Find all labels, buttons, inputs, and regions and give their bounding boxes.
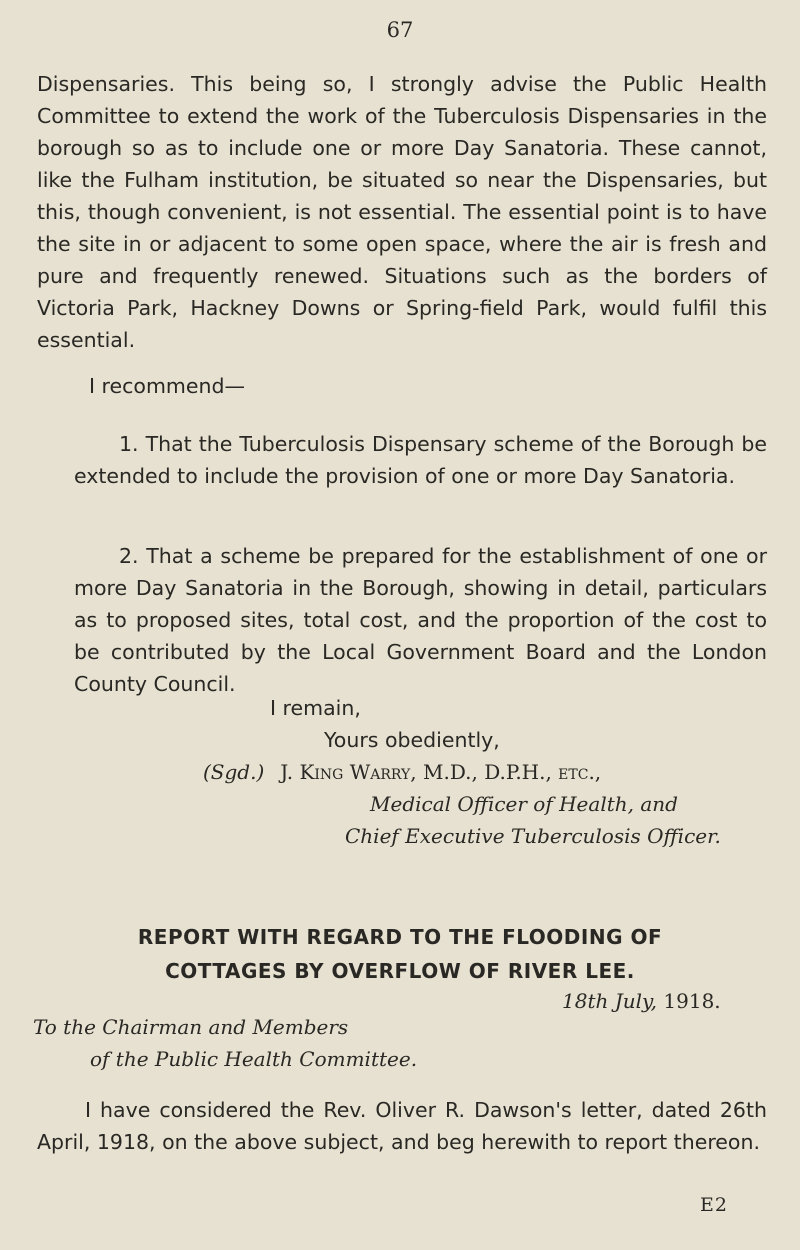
recommend-intro: I recommend— <box>89 374 246 398</box>
report-body: I have considered the Rev. Oliver R. Dawson's letter, dated 26th April, 1918, on the above subject, and beg herewith to report thereon. <box>37 1098 767 1154</box>
report-date-day: 18th July, <box>562 989 658 1013</box>
signed-marker: (Sgd.) <box>203 760 265 784</box>
closing-yours: Yours obediently, <box>324 728 500 752</box>
report-heading-line-1: REPORT WITH REGARD TO THE FLOODING OF <box>137 925 663 949</box>
signature-mark: E2 <box>700 1194 728 1216</box>
closing-remain: I remain, <box>270 696 361 720</box>
signatory-title-1: Medical Officer of Health, and <box>370 792 678 816</box>
report-heading-line-2: COTTAGES BY OVERFLOW OF RIVER LEE. <box>165 959 635 983</box>
address-line-1: To the Chairman and Members <box>33 1015 349 1039</box>
address-line-2: of the Public Health Committee. <box>90 1047 418 1071</box>
report-date <box>562 986 721 1016</box>
paragraph-dispensaries: Dispensaries. This being so, I strongly advise the Public Health Committee to extend the work of the Tuberculosis Dispensaries in the borough so as to include one or more Day Sanatoria. These cannot, like the Fulham institution, be situated so near the Dispensaries, but this, though convenient, is not essential. The essential point is to have the site in or adjacent to some open space, where the air is fresh and pure and frequently renewed. Situations such as the borders of Victoria Park, Hackney Downs or Spring-field Park, would fulfil this essential. <box>37 72 767 352</box>
page-number: 67 <box>386 18 414 42</box>
recommendation-2: 2. That a scheme be prepared for the establishment of one or more Day Sanatoria in the Borough, showing in detail, particulars as to proposed sites, total cost, and the proportion of the cost to be contributed by the Local Government Board and the London County Council. <box>74 544 767 696</box>
recommendation-1: 1. That the Tuberculosis Dispensary scheme of the Borough be extended to include the provision of one or more Day Sanatoria. <box>74 432 767 488</box>
report-date-year: 1918. <box>663 989 721 1013</box>
signatory-name: J. King Warry, M.D., D.P.H., etc., <box>280 760 602 784</box>
signatory-title-2: Chief Executive Tuberculosis Officer. <box>345 824 721 848</box>
signature-line <box>203 756 601 788</box>
